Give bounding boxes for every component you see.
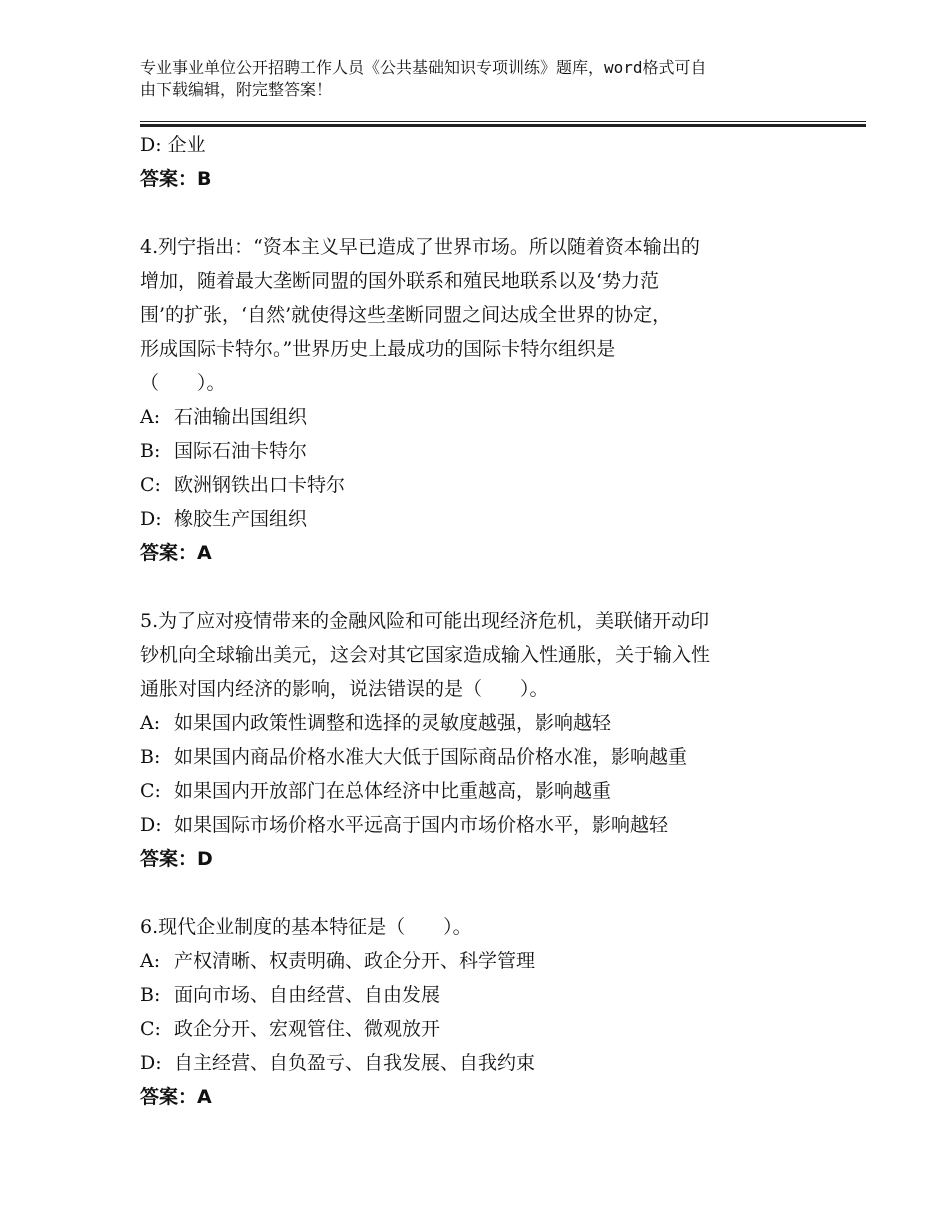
question-6-line-1: 6.现代企业制度的基本特征是（ ）。 — [140, 916, 472, 938]
option-key: B: — [140, 984, 161, 1006]
question-5-line-1: 5.为了应对疫情带来的金融风险和可能出现经济危机，美联储开动印 — [140, 610, 710, 632]
question-6-option-c — [140, 1012, 800, 1046]
question-6-option-b — [140, 978, 800, 1012]
previous-question-option-d: D: 企业 — [140, 134, 206, 156]
header-line-2: 由下载编辑，附完整答案！ — [140, 80, 333, 99]
question-6-answer: 答案：A — [140, 1086, 212, 1108]
option-text: 如果国内政策性调整和选择的灵敏度越强，影响越轻 — [174, 712, 612, 734]
question-5-option-c — [140, 774, 800, 808]
option-key: D: — [140, 1052, 162, 1074]
question-4-line-1: 4.列宁指出：“资本主义早已造成了世界市场。所以随着资本输出的 — [140, 236, 700, 258]
question-4-option-b — [140, 434, 800, 468]
option-text: 石油输出国组织 — [174, 406, 308, 428]
option-text: 政企分开、宏观管住、微观放开 — [174, 1018, 441, 1040]
option-key: A: — [140, 712, 161, 734]
header-line-1: 专业事业单位公开招聘工作人员《公共基础知识专项训练》题库，word格式可自 — [140, 58, 707, 77]
question-5-line-2: 钞机向全球输出美元，这会对其它国家造成输入性通胀，关于输入性 — [140, 644, 711, 666]
option-key: D: — [140, 508, 162, 530]
question-5-option-a — [140, 706, 800, 740]
question-6-option-a — [140, 944, 800, 978]
header-rule-thin — [140, 121, 866, 122]
option-text: 产权清晰、权责明确、政企分开、科学管理 — [174, 950, 536, 972]
question-6-option-d — [140, 1046, 800, 1080]
question-4-line-2: 增加，随着最大垄断同盟的国外联系和殖民地联系以及‘势力范 — [140, 270, 660, 292]
option-key: C: — [140, 474, 161, 496]
option-key: C: — [140, 780, 161, 802]
document-content — [140, 128, 800, 1148]
option-text: 国际石油卡特尔 — [174, 440, 308, 462]
question-5 — [140, 604, 800, 706]
question-4-option-d — [140, 502, 800, 536]
question-5-answer: 答案：D — [140, 848, 213, 870]
question-4-answer: 答案：A — [140, 542, 212, 564]
option-key: B: — [140, 440, 161, 462]
question-4-option-a — [140, 400, 800, 434]
option-text: 如果国内商品价格水准大大低于国际商品价格水准，影响越重 — [174, 746, 688, 768]
question-4 — [140, 230, 800, 400]
previous-question-answer: 答案：B — [140, 168, 212, 190]
option-key: D: — [140, 814, 162, 836]
question-5-line-3: 通胀对国内经济的影响，说法错误的是（ ）。 — [140, 678, 549, 700]
question-6 — [140, 910, 800, 944]
question-4-option-c — [140, 468, 800, 502]
option-text: 如果国际市场价格水平远高于国内市场价格水平，影响越轻 — [174, 814, 669, 836]
question-4-line-5: （ ）。 — [140, 372, 226, 394]
option-text: 橡胶生产国组织 — [174, 508, 308, 530]
option-text: 面向市场、自由经营、自由发展 — [174, 984, 441, 1006]
question-4-line-3: 围’的扩张，‘自然’就使得这些垄断同盟之间达成全世界的协定， — [140, 304, 672, 326]
option-key: B: — [140, 746, 161, 768]
option-text: 自主经营、自负盈亏、自我发展、自我约束 — [174, 1052, 536, 1074]
option-key: A: — [140, 950, 161, 972]
option-key: A: — [140, 406, 161, 428]
question-5-option-b — [140, 740, 800, 774]
option-text: 如果国内开放部门在总体经济中比重越高，影响越重 — [174, 780, 612, 802]
option-key: C: — [140, 1018, 161, 1040]
question-5-option-d — [140, 808, 800, 842]
page-header — [140, 57, 800, 101]
header-rule-thick — [140, 124, 866, 127]
question-4-line-4: 形成国际卡特尔。”世界历史上最成功的国际卡特尔组织是 — [140, 338, 616, 360]
option-text: 欧洲钢铁出口卡特尔 — [174, 474, 346, 496]
